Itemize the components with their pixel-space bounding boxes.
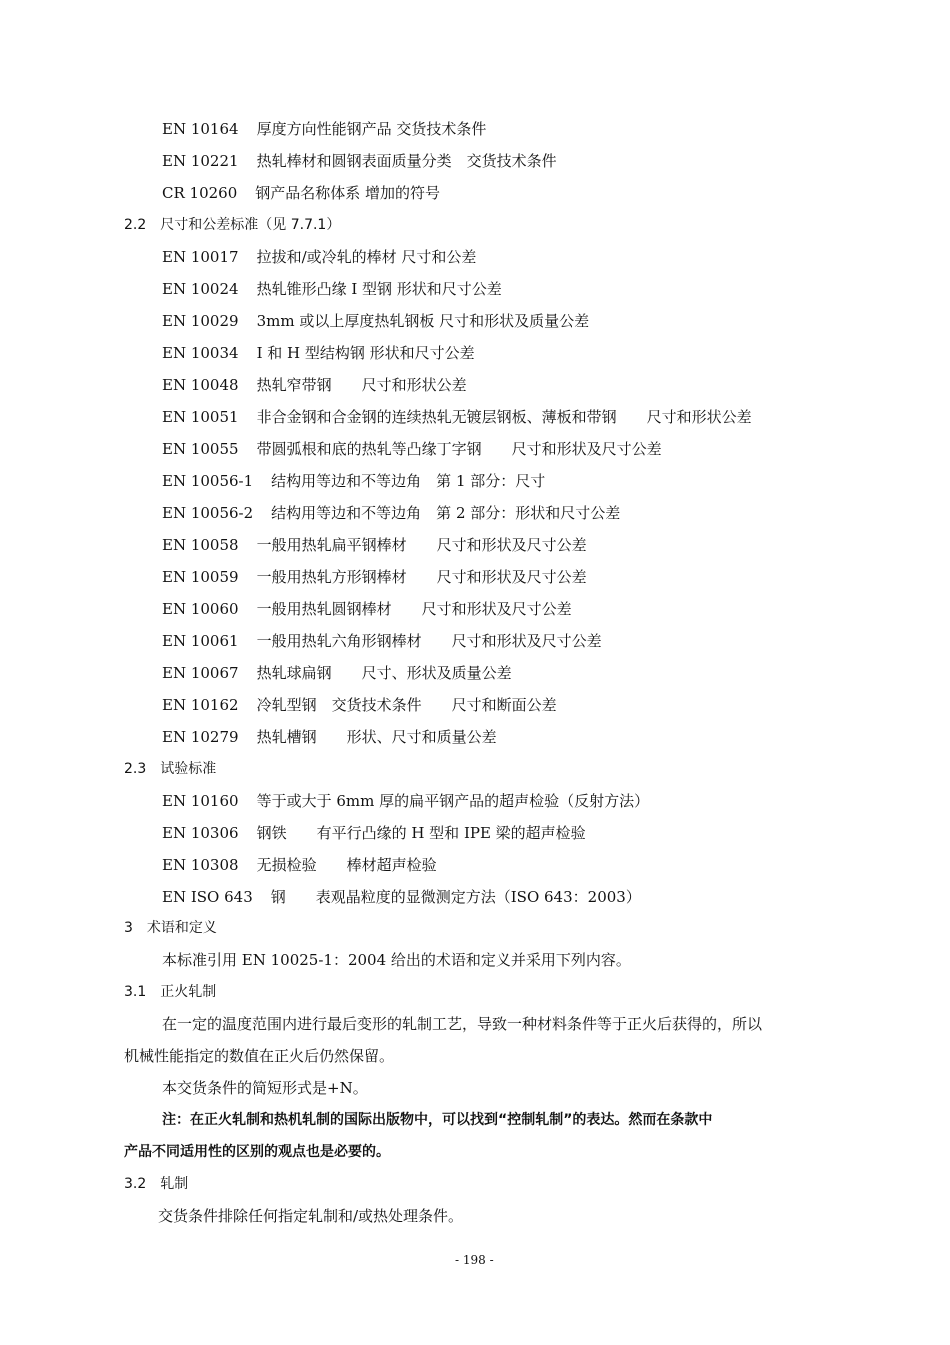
standard-title: 一般用热轧圆钢棒材 尺寸和形状及尺寸公差 bbox=[256, 600, 572, 618]
standard-entry bbox=[162, 887, 641, 907]
standard-title: 冷轧型钢 交货技术条件 尺寸和断面公差 bbox=[256, 696, 557, 714]
standard-code: EN 10308 bbox=[162, 856, 239, 874]
standard-title: 3mm 或以上厚度热轧钢板 尺寸和形状及质量公差 bbox=[256, 312, 590, 330]
standard-entry bbox=[162, 855, 437, 875]
standard-code: EN 10067 bbox=[162, 664, 239, 682]
paragraph: 交货条件排除任何指定轧制和/或热处理条件。 bbox=[158, 1207, 464, 1225]
standard-title: 非合金钢和合金钢的连续热轧无镀层钢板、薄板和带钢 尺寸和形状公差 bbox=[256, 408, 752, 426]
standard-title: 结构用等边和不等边角 第 2 部分：形状和尺寸公差 bbox=[271, 504, 621, 522]
paragraph: 在一定的温度范围内进行最后变形的轧制工艺，导致一种材料条件等于正火后获得的，所以 bbox=[162, 1015, 763, 1033]
standard-code: EN 10060 bbox=[162, 600, 239, 618]
standard-entry bbox=[162, 535, 587, 555]
standard-entry bbox=[162, 407, 752, 427]
standard-code: EN 10056-1 bbox=[162, 472, 254, 490]
standard-entry bbox=[162, 471, 545, 491]
standard-code: EN 10058 bbox=[162, 536, 239, 554]
standard-entry bbox=[162, 663, 512, 683]
standard-entry bbox=[162, 727, 497, 747]
section-heading: 2.3 试验标准 bbox=[124, 761, 217, 777]
standard-title: 等于或大于 6mm 厚的扁平钢产品的超声检验（反射方法） bbox=[256, 792, 650, 810]
standard-entry bbox=[162, 151, 557, 171]
note-continuation: 产品不同适用性的区别的观点也是必要的。 bbox=[124, 1144, 390, 1160]
standard-entry bbox=[162, 503, 620, 523]
standard-code: EN 10056-2 bbox=[162, 504, 254, 522]
standard-title: 结构用等边和不等边角 第 1 部分：尺寸 bbox=[271, 472, 546, 490]
standard-entry bbox=[162, 183, 440, 203]
standard-code: CR 10260 bbox=[162, 184, 238, 202]
standard-code: EN 10055 bbox=[162, 440, 239, 458]
standard-code: EN 10024 bbox=[162, 280, 239, 298]
standard-title: 无损检验 棒材超声检验 bbox=[256, 856, 437, 874]
standard-title: 一般用热轧六角形钢棒材 尺寸和形状及尺寸公差 bbox=[256, 632, 602, 650]
standard-code: EN 10306 bbox=[162, 824, 239, 842]
standard-entry bbox=[162, 791, 649, 811]
standard-code: EN 10034 bbox=[162, 344, 239, 362]
section-heading: 3 术语和定义 bbox=[124, 920, 217, 936]
standard-code: EN ISO 643 bbox=[162, 888, 253, 906]
section-heading: 3.2 轧制 bbox=[124, 1176, 189, 1192]
standard-title: 一般用热轧扁平钢棒材 尺寸和形状及尺寸公差 bbox=[256, 536, 587, 554]
standard-title: 热轧槽钢 形状、尺寸和质量公差 bbox=[256, 728, 497, 746]
standard-title: 热轧锥形凸缘 I 型钢 形状和尺寸公差 bbox=[256, 280, 502, 298]
standard-code: EN 10051 bbox=[162, 408, 239, 426]
standard-code: EN 10279 bbox=[162, 728, 239, 746]
section-heading: 3.1 正火轧制 bbox=[124, 984, 217, 1000]
standard-entry bbox=[162, 567, 587, 587]
standard-entry bbox=[162, 439, 662, 459]
paragraph-continuation: 机械性能指定的数值在正火后仍然保留。 bbox=[124, 1047, 395, 1065]
note: 注：在正火轧制和热机轧制的国际出版物中，可以找到“控制轧制”的表达。然而在条款中 bbox=[162, 1112, 713, 1128]
standard-title: 热轧棒材和圆钢表面质量分类 交货技术条件 bbox=[256, 152, 557, 170]
section-heading: 2.2 尺寸和公差标准（见 7.7.1） bbox=[124, 217, 341, 233]
standard-title: 厚度方向性能钢产品 交货技术条件 bbox=[256, 120, 487, 138]
standard-code: EN 10162 bbox=[162, 696, 239, 714]
standard-code: EN 10164 bbox=[162, 120, 239, 138]
standard-title: 钢产品名称体系 增加的符号 bbox=[255, 184, 441, 202]
standard-code: EN 10059 bbox=[162, 568, 239, 586]
standard-code: EN 10160 bbox=[162, 792, 239, 810]
standard-code: EN 10221 bbox=[162, 152, 239, 170]
standard-entry bbox=[162, 343, 475, 363]
page-number: - 198 - bbox=[455, 1253, 494, 1267]
standard-code: EN 10029 bbox=[162, 312, 239, 330]
paragraph: 本交货条件的简短形式是+N。 bbox=[162, 1079, 368, 1097]
standard-title: 拉拔和/或冷轧的棒材 尺寸和公差 bbox=[256, 248, 477, 266]
paragraph: 本标准引用 EN 10025-1：2004 给出的术语和定义并采用下列内容。 bbox=[162, 951, 631, 969]
standard-entry bbox=[162, 695, 557, 715]
standard-code: EN 10061 bbox=[162, 632, 239, 650]
standard-title: 钢铁 有平行凸缘的 H 型和 IPE 梁的超声检验 bbox=[256, 824, 586, 842]
standard-code: EN 10017 bbox=[162, 248, 239, 266]
standard-entry bbox=[162, 279, 502, 299]
standard-title: 热轧窄带钢 尺寸和形状公差 bbox=[256, 376, 467, 394]
standard-code: EN 10048 bbox=[162, 376, 239, 394]
standard-entry bbox=[162, 599, 572, 619]
standard-title: 一般用热轧方形钢棒材 尺寸和形状及尺寸公差 bbox=[256, 568, 587, 586]
standard-entry bbox=[162, 631, 602, 651]
standard-title: 钢 表观晶粒度的显微测定方法（ISO 643：2003） bbox=[270, 888, 641, 906]
standard-entry bbox=[162, 119, 486, 139]
standard-entry bbox=[162, 823, 586, 843]
standard-title: 带圆弧根和底的热轧等凸缘丁字钢 尺寸和形状及尺寸公差 bbox=[256, 440, 662, 458]
standard-title: I 和 H 型结构钢 形状和尺寸公差 bbox=[256, 344, 475, 362]
standard-entry bbox=[162, 311, 589, 331]
standard-title: 热轧球扁钢 尺寸、形状及质量公差 bbox=[256, 664, 512, 682]
standard-entry bbox=[162, 375, 467, 395]
standard-entry bbox=[162, 247, 476, 267]
